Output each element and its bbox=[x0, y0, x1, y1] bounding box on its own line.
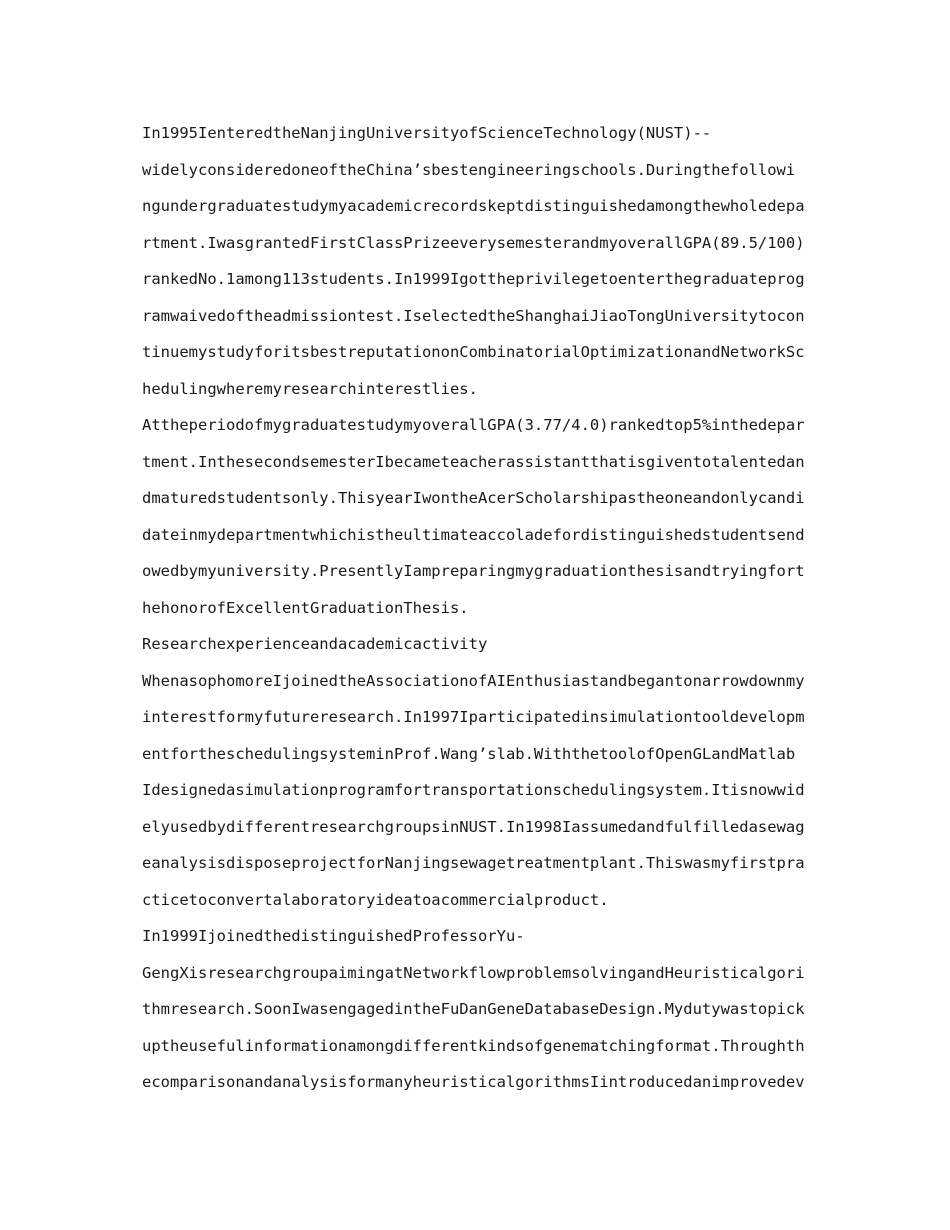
text-line: hehonorofExcellentGraduationThesis. bbox=[142, 598, 469, 617]
text-line: hedulingwheremyresearchinterestlies. bbox=[142, 379, 478, 398]
text-line: rankedNo.1among113students.In1999Igottheprivilegetoenterthegraduateprog bbox=[142, 270, 805, 288]
text-line: eanalysisdisposeprojectforNanjingsewagetreatmentplant.Thiswasmyfirstpra bbox=[142, 854, 805, 872]
document-body bbox=[142, 118, 812, 1104]
text-line: WhenasophomoreIjoinedtheAssociationofAIEnthusiastandbegantonarrowdownmy bbox=[142, 671, 805, 690]
text-line: GengXisresearchgroupaimingatNetworkflowproblemsolvingandHeuristicalgori bbox=[142, 963, 805, 982]
text-line: elyusedbydifferentresearchgroupsinNUST.In1998Iassumedandfulfilledasewag bbox=[142, 817, 805, 836]
text-line: cticetoconvertalaboratoryideatoacommercialproduct. bbox=[142, 890, 609, 909]
text-line: entfortheschedulingsysteminProf.Wang’slab.WiththetoolofOpenGLandMatlab bbox=[142, 744, 796, 763]
text-line: ecomparisonandanalysisformanyheuristicalgorithmsIintroducedanimprovedev bbox=[142, 1073, 805, 1091]
text-line: Idesignedasimulationprogramfortransportationschedulingsystem.Itisnowwid bbox=[142, 781, 805, 799]
text-line: ngundergraduatestudymyacademicrecordskeptdistinguishedamongthewholedepa bbox=[142, 197, 805, 215]
text-line: interestformyfutureresearch.In1997Iparticipatedinsimulationtooldevelopm bbox=[142, 708, 805, 726]
text-line: tment.InthesecondsemesterIbecameteacherassistantthatisgiventotalentedan bbox=[142, 452, 805, 471]
text-line: ramwaivedoftheadmissiontest.IselectedtheShanghaiJiaoTongUniversitytocon bbox=[142, 306, 805, 325]
text-line: thmresearch.SoonIwasengagedintheFuDanGeneDatabaseDesign.Mydutywastopick bbox=[142, 1000, 805, 1018]
section-heading: Researchexperienceandacademicactivity bbox=[142, 635, 488, 653]
text-line: In1999IjoinedthedistinguishedProfessorYu- bbox=[142, 927, 525, 945]
text-line: dateinmydepartmentwhichistheultimateaccoladefordistinguishedstudentsend bbox=[142, 525, 805, 544]
text-line: In1995IenteredtheNanjingUniversityofScienceTechnology(NUST)-- bbox=[142, 124, 712, 142]
text-line: AttheperiodofmygraduatestudymyoverallGPA(3.77/4.0)rankedtop5%inthedepar bbox=[142, 416, 805, 434]
text-line: rtment.IwasgrantedFirstClassPrizeeverysemesterandmyoverallGPA(89.5/100) bbox=[142, 233, 805, 252]
text-line: widelyconsideredoneoftheChina’sbestengineeringschools.Duringthefollowi bbox=[142, 160, 796, 179]
text-line: uptheusefulinformationamongdifferentkindsofgenematchingformat.Throughth bbox=[142, 1036, 805, 1055]
text-line: owedbymyuniversity.PresentlyIampreparingmygraduationthesisandtryingfort bbox=[142, 562, 805, 580]
text-line: tinuemystudyforitsbestreputationonCombinatorialOptimizationandNetworkSc bbox=[142, 343, 805, 361]
text-line: dmaturedstudentsonly.ThisyearIwontheAcerScholarshipastheoneandonlycandi bbox=[142, 489, 805, 507]
